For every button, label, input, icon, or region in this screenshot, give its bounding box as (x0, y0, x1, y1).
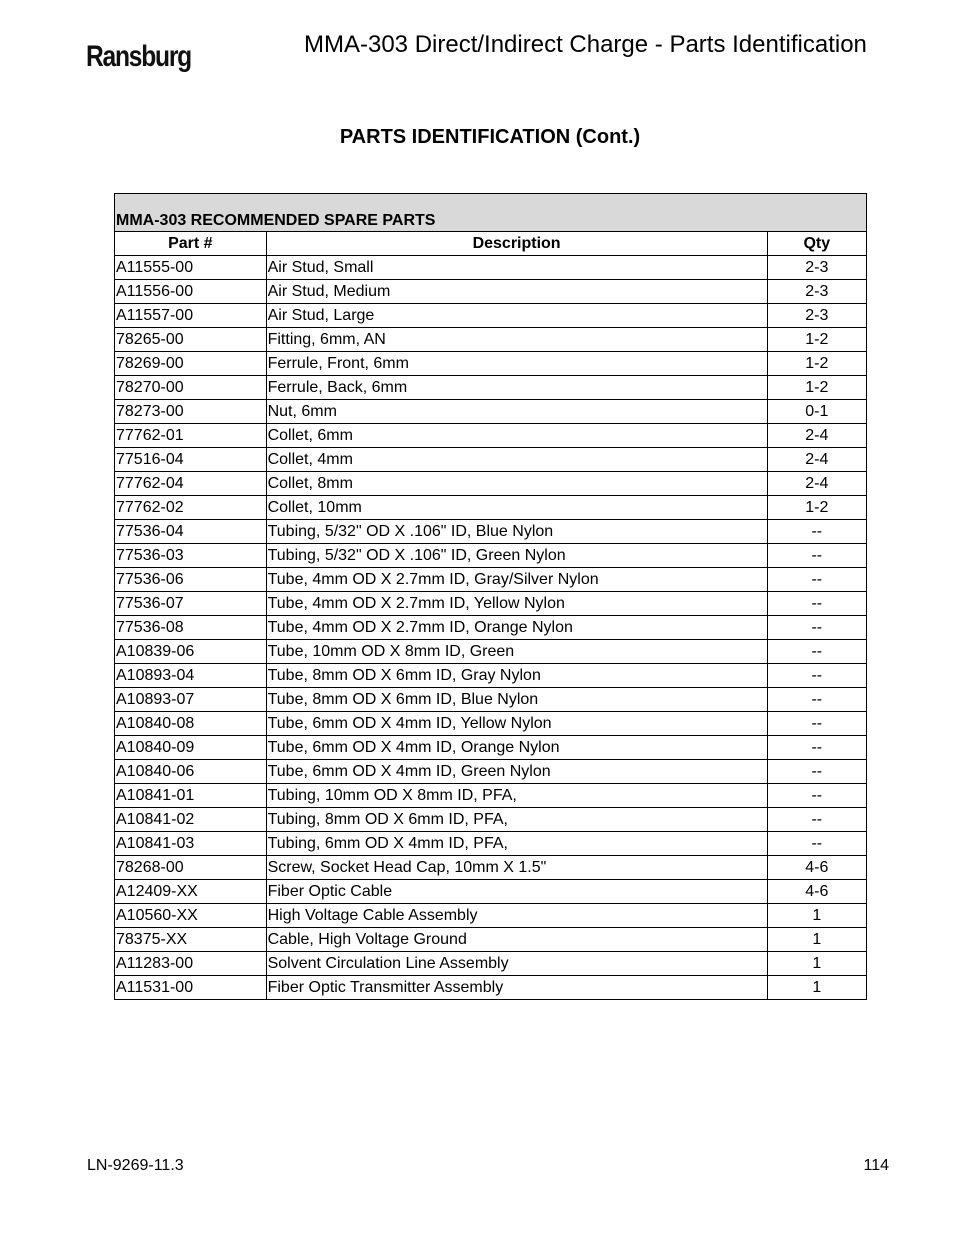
table-header-row (115, 232, 867, 256)
part-number-cell: A10560-XX (115, 904, 267, 928)
part-number-cell: A10840-08 (115, 712, 267, 736)
page-number: 114 (863, 1157, 889, 1174)
description-cell: Ferrule, Back, 6mm (266, 376, 767, 400)
qty-cell: 2-4 (767, 424, 866, 448)
description-cell: Collet, 8mm (266, 472, 767, 496)
qty-cell: -- (767, 760, 866, 784)
description-cell: Tube, 4mm OD X 2.7mm ID, Orange Nylon (266, 616, 767, 640)
qty-cell: 1 (767, 904, 866, 928)
part-number-cell: A10839-06 (115, 640, 267, 664)
table-row (115, 256, 867, 280)
qty-cell: 1-2 (767, 352, 866, 376)
qty-cell: -- (767, 688, 866, 712)
part-number-cell: 77536-07 (115, 592, 267, 616)
table-row (115, 448, 867, 472)
qty-cell: -- (767, 736, 866, 760)
description-cell: Tubing, 5/32" OD X .106" ID, Blue Nylon (266, 520, 767, 544)
qty-cell: 1-2 (767, 376, 866, 400)
table-row (115, 928, 867, 952)
part-number-cell: 77536-03 (115, 544, 267, 568)
qty-cell: -- (767, 664, 866, 688)
qty-cell: 2-3 (767, 256, 866, 280)
qty-cell: 1 (767, 952, 866, 976)
description-cell: Tube, 6mm OD X 4mm ID, Orange Nylon (266, 736, 767, 760)
table-row (115, 376, 867, 400)
table-body (115, 256, 867, 1000)
part-number-cell: 78273-00 (115, 400, 267, 424)
description-cell: Collet, 10mm (266, 496, 767, 520)
description-cell: High Voltage Cable Assembly (266, 904, 767, 928)
part-number-cell: A11555-00 (115, 256, 267, 280)
part-number-cell: A11556-00 (115, 280, 267, 304)
qty-cell: -- (767, 544, 866, 568)
part-number-cell: 77536-08 (115, 616, 267, 640)
description-cell: Tube, 10mm OD X 8mm ID, Green (266, 640, 767, 664)
part-number-cell: 78375-XX (115, 928, 267, 952)
document-title: MMA-303 Direct/Indirect Charge - Parts Identification (304, 31, 867, 58)
qty-cell: 1 (767, 976, 866, 1000)
part-number-cell: A11531-00 (115, 976, 267, 1000)
table-row (115, 640, 867, 664)
table-row (115, 856, 867, 880)
table-row (115, 280, 867, 304)
qty-cell: 1-2 (767, 328, 866, 352)
table-row (115, 952, 867, 976)
qty-cell: 4-6 (767, 880, 866, 904)
column-header-qty: Qty (767, 232, 866, 256)
description-cell: Fitting, 6mm, AN (266, 328, 767, 352)
table-row (115, 592, 867, 616)
part-number-cell: 78269-00 (115, 352, 267, 376)
description-cell: Solvent Circulation Line Assembly (266, 952, 767, 976)
part-number-cell: 78270-00 (115, 376, 267, 400)
description-cell: Tube, 8mm OD X 6mm ID, Blue Nylon (266, 688, 767, 712)
table-row (115, 904, 867, 928)
part-number-cell: A10841-03 (115, 832, 267, 856)
table-row (115, 544, 867, 568)
qty-cell: 2-3 (767, 304, 866, 328)
description-cell: Air Stud, Large (266, 304, 767, 328)
description-cell: Fiber Optic Cable (266, 880, 767, 904)
table-row (115, 616, 867, 640)
description-cell: Air Stud, Small (266, 256, 767, 280)
table-row (115, 808, 867, 832)
qty-cell: -- (767, 616, 866, 640)
qty-cell: -- (767, 592, 866, 616)
part-number-cell: 77762-01 (115, 424, 267, 448)
description-cell: Tubing, 5/32" OD X .106" ID, Green Nylon (266, 544, 767, 568)
table-row (115, 712, 867, 736)
part-number-cell: A10893-04 (115, 664, 267, 688)
table-caption-row (115, 194, 867, 232)
part-number-cell: A12409-XX (115, 880, 267, 904)
qty-cell: 2-4 (767, 472, 866, 496)
description-cell: Fiber Optic Transmitter Assembly (266, 976, 767, 1000)
part-number-cell: A11557-00 (115, 304, 267, 328)
description-cell: Tubing, 6mm OD X 4mm ID, PFA, (266, 832, 767, 856)
table-row (115, 352, 867, 376)
description-cell: Air Stud, Medium (266, 280, 767, 304)
part-number-cell: 77536-06 (115, 568, 267, 592)
column-header-part: Part # (115, 232, 267, 256)
part-number-cell: A10840-09 (115, 736, 267, 760)
part-number-cell: 77516-04 (115, 448, 267, 472)
qty-cell: 0-1 (767, 400, 866, 424)
description-cell: Collet, 6mm (266, 424, 767, 448)
qty-cell: 2-4 (767, 448, 866, 472)
table-row (115, 304, 867, 328)
part-number-cell: 77762-02 (115, 496, 267, 520)
table-caption: MMA-303 RECOMMENDED SPARE PARTS (115, 194, 867, 232)
description-cell: Tube, 6mm OD X 4mm ID, Green Nylon (266, 760, 767, 784)
description-cell: Tubing, 10mm OD X 8mm ID, PFA, (266, 784, 767, 808)
part-number-cell: 77762-04 (115, 472, 267, 496)
table-row (115, 760, 867, 784)
table-row (115, 520, 867, 544)
part-number-cell: A10840-06 (115, 760, 267, 784)
description-cell: Tube, 6mm OD X 4mm ID, Yellow Nylon (266, 712, 767, 736)
qty-cell: -- (767, 832, 866, 856)
part-number-cell: 78265-00 (115, 328, 267, 352)
qty-cell: -- (767, 568, 866, 592)
qty-cell: -- (767, 784, 866, 808)
part-number-cell: A11283-00 (115, 952, 267, 976)
table-row (115, 832, 867, 856)
table-row (115, 976, 867, 1000)
description-cell: Tube, 8mm OD X 6mm ID, Gray Nylon (266, 664, 767, 688)
part-number-cell: A10841-02 (115, 808, 267, 832)
table-row (115, 664, 867, 688)
qty-cell: 1 (767, 928, 866, 952)
description-cell: Tubing, 8mm OD X 6mm ID, PFA, (266, 808, 767, 832)
table-row (115, 736, 867, 760)
section-title: PARTS IDENTIFICATION (Cont.) (339, 126, 641, 148)
part-number-cell: A10893-07 (115, 688, 267, 712)
description-cell: Ferrule, Front, 6mm (266, 352, 767, 376)
qty-cell: -- (767, 712, 866, 736)
qty-cell: 2-3 (767, 280, 866, 304)
document-number: LN-9269-11.3 (87, 1157, 184, 1174)
description-cell: Screw, Socket Head Cap, 10mm X 1.5" (266, 856, 767, 880)
description-cell: Nut, 6mm (266, 400, 767, 424)
spare-parts-table (114, 193, 867, 1000)
qty-cell: -- (767, 640, 866, 664)
qty-cell: -- (767, 808, 866, 832)
table-row (115, 880, 867, 904)
part-number-cell: 78268-00 (115, 856, 267, 880)
table-row (115, 400, 867, 424)
table-row (115, 328, 867, 352)
part-number-cell: A10841-01 (115, 784, 267, 808)
qty-cell: 1-2 (767, 496, 866, 520)
description-cell: Cable, High Voltage Ground (266, 928, 767, 952)
description-cell: Collet, 4mm (266, 448, 767, 472)
qty-cell: 4-6 (767, 856, 866, 880)
table-row (115, 472, 867, 496)
description-cell: Tube, 4mm OD X 2.7mm ID, Yellow Nylon (266, 592, 767, 616)
table-row (115, 496, 867, 520)
column-header-description: Description (266, 232, 767, 256)
part-number-cell: 77536-04 (115, 520, 267, 544)
table-row (115, 568, 867, 592)
table-row (115, 424, 867, 448)
ransburg-logo: Ransburg (86, 40, 191, 73)
table-row (115, 688, 867, 712)
description-cell: Tube, 4mm OD X 2.7mm ID, Gray/Silver Nylon (266, 568, 767, 592)
qty-cell: -- (767, 520, 866, 544)
table-row (115, 784, 867, 808)
